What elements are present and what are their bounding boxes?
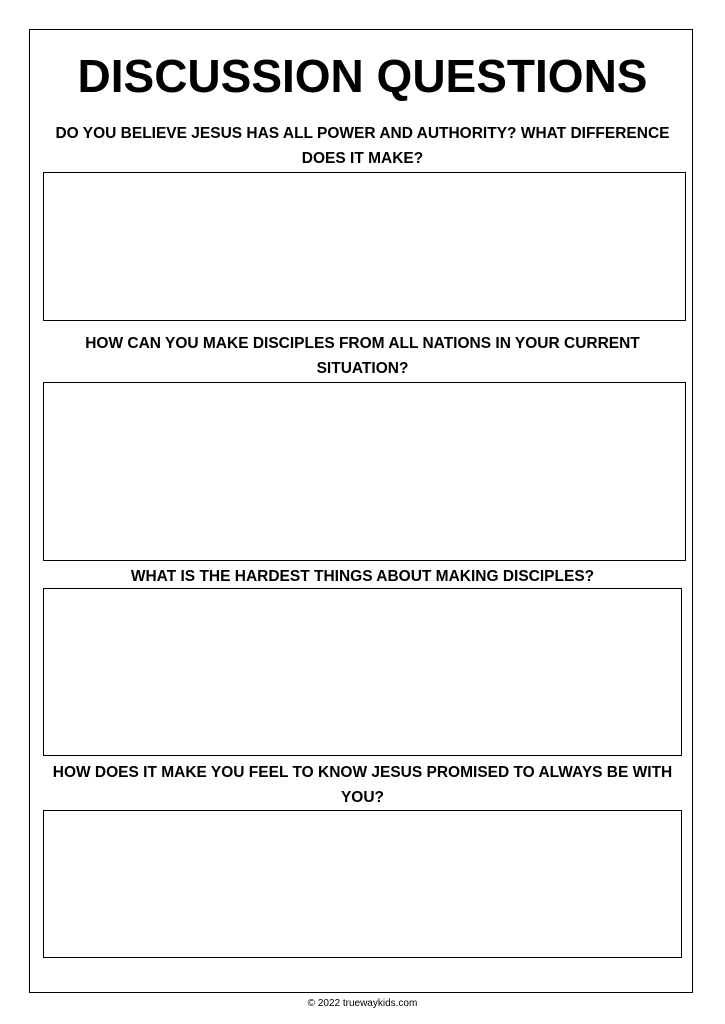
question-3-text: WHAT IS THE HARDEST THINGS ABOUT MAKING DISCIPLES? bbox=[130, 568, 595, 585]
answer-box-2[interactable] bbox=[43, 382, 686, 561]
answer-box-1[interactable] bbox=[43, 172, 686, 321]
question-4-text: HOW DOES IT MAKE YOU FEEL TO KNOW JESUS PROMISED TO ALWAYS BE WITH YOU? bbox=[52, 764, 673, 806]
question-1-text: DO YOU BELIEVE JESUS HAS ALL POWER AND AUTHORITY? WHAT DIFFERENCE DOES IT MAKE? bbox=[55, 125, 670, 167]
answer-box-4[interactable] bbox=[43, 810, 682, 958]
answer-box-3[interactable] bbox=[43, 588, 682, 756]
copyright-footer: © 2022 truewaykids.com bbox=[307, 998, 418, 1009]
page-title: DISCUSSION QUESTIONS bbox=[77, 50, 648, 102]
question-2-text: HOW CAN YOU MAKE DISCIPLES FROM ALL NATIONS IN YOUR CURRENT SITUATION? bbox=[85, 335, 640, 377]
